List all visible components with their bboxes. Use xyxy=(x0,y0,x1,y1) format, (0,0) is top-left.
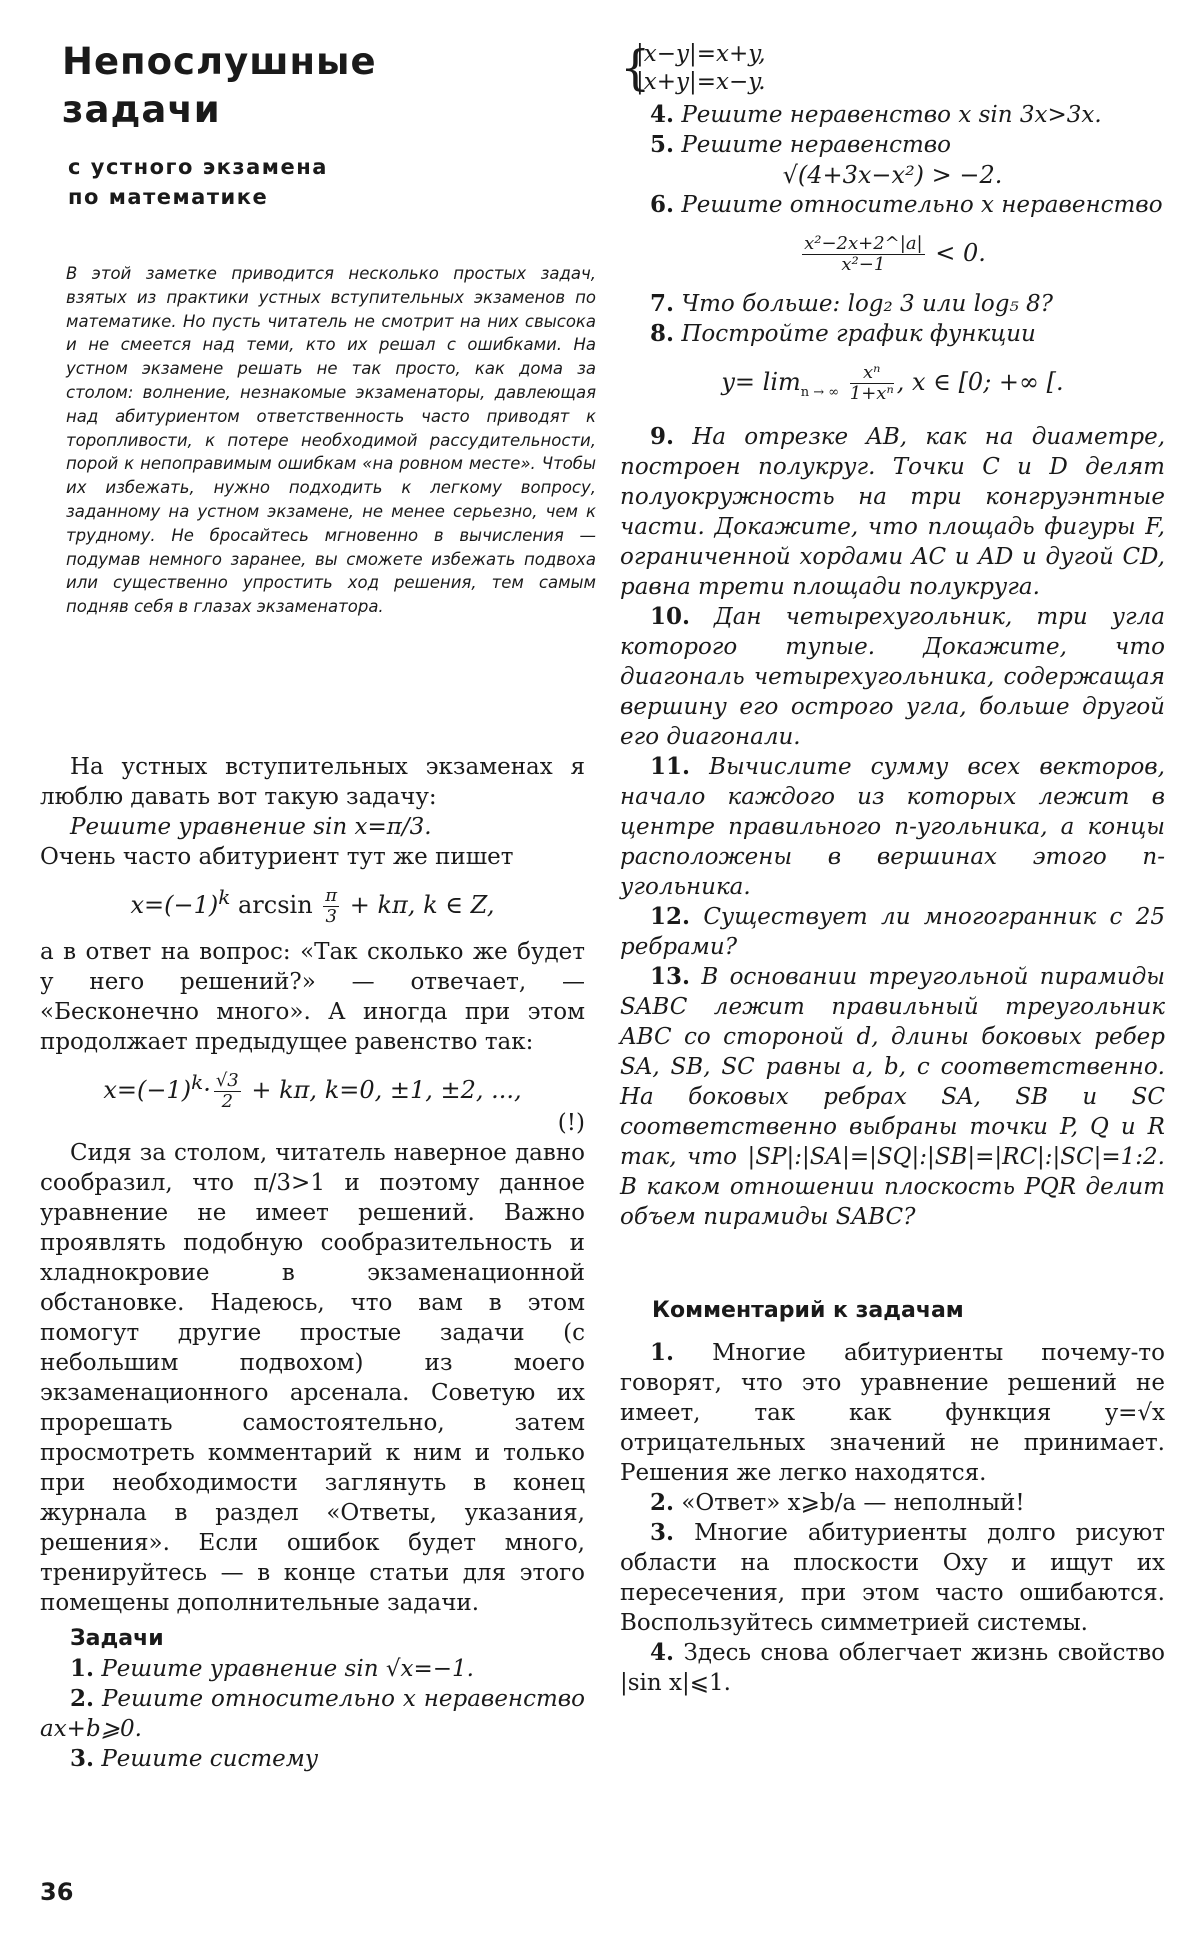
intro-paragraph: Сидя за столом, читатель наверное давно сообразил, что π/3>1 и поэтому данное уравнение не имеет решений. Важно проявлять подобную сообразительность и хладнокровие в экзаменационной обстановке. Надеюсь, что вам в этом помогут другие простые задачи (с небольшим подвохом) из моего экзаменационного арсенала. Советую их прорешать самостоятельно, затем просмотреть комментарий к ним и только при необходимости заглянуть в конец журнала в раздел «Ответы, указания, решения». Если ошибок будет много, тренируйтесь — в конце статьи для этого помещены дополнительные задачи. xyxy=(40,1140,585,1616)
abstract: В этой заметке приводится несколько простых задач, взятых из практики устных вступительных экзаменов по математике. Но пусть читатель не смотрит на них свысока и не смеется над теми, кто их решал с ошибками. На устном экзамене решать не так просто, как дома за столом: волнение, незнакомые экзаменаторы, давлеющая над абитуриентом ответственность часто приводят к торопливости, к потере необходимой рассудительности, порой к непоправимым ошибкам «на ровном месте». Чтобы их избежать, нужно подходить к легкому вопросу, заданному на устном экзамене, не менее серьезно, чем к трудному. Не бросайтесь мгновенно в вычисления — подумав немного заранее, вы сможете избежать подвоха или существенно упростить ход решения, тем самым подняв себя в глазах экзаменатора. xyxy=(66,264,596,617)
fraction: $\frac{√3}{2}$ xyxy=(215,1070,239,1112)
tasks-heading: Задачи xyxy=(70,1626,164,1651)
task-item: 7. Что больше: log₂ 3 или log₅ 8? xyxy=(650,290,1053,317)
task-item: 5. Решите неравенство xyxy=(650,131,952,158)
fraction: $\frac{\pi}{3}$ xyxy=(325,885,338,927)
comment-item: 4. Здесь снова облегчает жизнь свойство |sin x|⩽1. xyxy=(620,1638,1166,1696)
task-item: 12. Существует ли многогранник с 25 ребрами? xyxy=(620,902,1165,960)
intro-paragraph: Очень часто абитуриент тут же пишет xyxy=(40,844,514,870)
page-number: 36 xyxy=(40,1878,74,1906)
task-item: 10. Дан четырехугольник, три угла которого тупые. Докажите, что диагональ четырехугольника, содержащая вершину его острого угла, больше другой его диагонали. xyxy=(620,602,1165,750)
formula-arcsin: $x=(-1)^k$ arcsin $\frac{\pi}{3}$ + kπ, k ∈ Z, xyxy=(130,885,495,927)
intro-body xyxy=(40,752,585,1774)
title-line-1: Непослушные xyxy=(62,40,377,83)
task-item: 11. Вычислите сумму всех векторов, начало каждого из которых лежит в центре правильного n-угольника, а концы расположены в вершинах этого n-угольника. xyxy=(620,752,1165,900)
task-item: 1. Решите уравнение sin √x=−1. xyxy=(70,1655,474,1682)
formula-wrong-answer: $x=(-1)^k\cdot$ $\frac{√3}{2}$ + kπ, k=0, ±1, ±2, ..., xyxy=(103,1070,522,1112)
task-item: 2. Решите относительно x неравенство ax+b⩾0. xyxy=(40,1685,586,1742)
subtitle-line-2: по математике xyxy=(68,185,269,209)
tasks-continued xyxy=(620,40,1165,1698)
intro-paragraph: а в ответ на вопрос: «Так сколько же будет у него решений?» — отвечает, — «Бесконечно много». А иногда при этом продолжает предыдущее равенство так: xyxy=(40,939,585,1055)
fraction: $\frac{\text{x²−2x+2\textasciicircum{}|a|}}{\text{x²−1}}$ xyxy=(804,233,923,275)
task-item: 13. В основании треугольной пирамиды SABC лежит правильный треугольник ABC со стороной d, длины боковых ребер SA, SB, SC равны a, b, c соответственно. На боковых ребрах SA, SB и SC соответственно выбраны точки P, Q и R так, что |SP|:|SA|=|SQ|:|SB|=|RC|:|SC|=1:2. В каком отношении плоскость PQR делит объем пирамиды SABC? xyxy=(620,962,1166,1230)
intro-equation-task: Решите уравнение sin x=π/3. xyxy=(70,814,432,840)
title-line-2: задачи xyxy=(62,88,221,131)
task-item: 3. Решите систему xyxy=(70,1745,319,1772)
subtitle-line-1: с устного экзамена xyxy=(68,155,328,179)
article-title xyxy=(62,38,377,134)
article-subtitle xyxy=(68,152,328,212)
comments-heading: Комментарий к задачам xyxy=(652,1297,964,1323)
task-item: 4. Решите неравенство x sin 3x>3x. xyxy=(650,101,1102,128)
formula-sqrt-inequality: √(4+3x−x²) > −2. xyxy=(782,161,1003,189)
task-item: 6. Решите относительно x неравенство xyxy=(650,191,1163,218)
brace: { xyxy=(620,40,651,96)
exclamation-mark: (!) xyxy=(557,1110,585,1136)
comment-item: 2. «Ответ» x⩾b/a — неполный! xyxy=(650,1488,1025,1516)
formula-fraction-inequality: $\frac{\text{x²−2x+2\textasciicircum{}|a|}}{\text{x²−1}}$ < 0. xyxy=(804,233,986,275)
equation-system: { |x−y|=x+y, |x+y|=x−y. xyxy=(620,40,766,96)
task-item: 8. Постройте график функции xyxy=(650,320,1036,347)
comment-item: 1. Многие абитуриенты почему-то говорят, что это уравнение решений не имеет, так как функция y=√x отрицательных значений не принимает. Решения же легко находятся. xyxy=(620,1338,1165,1486)
fraction: $\frac{\text{xⁿ}}{\text{1+xⁿ}}$ xyxy=(849,362,894,404)
formula-limit: $y= \lim_{n \to \infty}$ $\frac{\text{xⁿ}}{\text{1+xⁿ}}$ , x ∈ [0; +∞ [. xyxy=(721,362,1064,404)
task-item: 9. На отрезке AB, как на диаметре, построен полукруг. Точки C и D делят полуокружность на три конгруэнтные части. Докажите, что площадь фигуры F, ограниченной хордами AC и AD и дугой CD, равна трети площади полукруга. xyxy=(620,422,1166,600)
comment-item: 3. Многие абитуриенты долго рисуют области на плоскости Oxy и ищут их пересечения, при этом часто ошибаются. Воспользуйтесь симметрией системы. xyxy=(620,1518,1165,1636)
intro-paragraph: На устных вступительных экзаменах я люблю давать вот такую задачу: xyxy=(40,754,585,810)
